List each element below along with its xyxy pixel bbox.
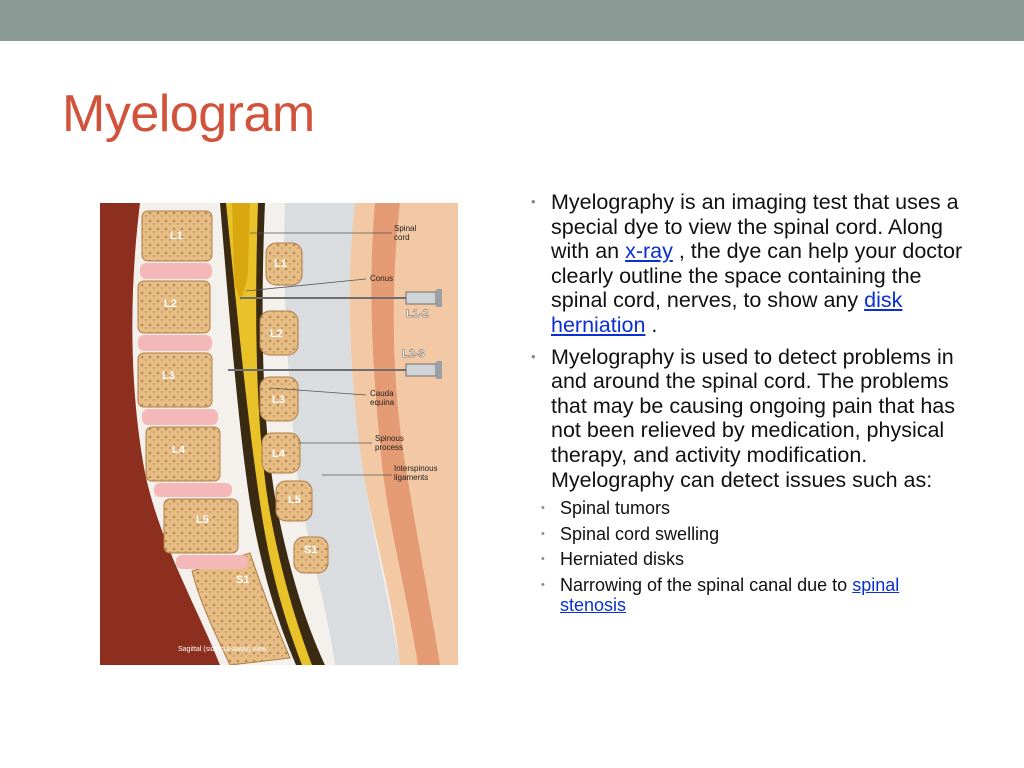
bullet-item-intro xyxy=(529,190,969,338)
slide-content xyxy=(529,190,969,623)
bullet-item-uses xyxy=(529,345,969,616)
process-label-s1: S1 xyxy=(304,544,318,556)
x-ray-link[interactable]: x-ray xyxy=(625,239,673,264)
bullet-text: Myelography is an imaging test that uses a special dye to view the spinal cord. Along with an xyxy=(551,190,959,264)
sub-bullet-list xyxy=(541,498,969,616)
sub-bullet-item xyxy=(529,498,947,519)
top-band xyxy=(0,0,1024,41)
bullet-glyph: • xyxy=(531,194,536,209)
bullet-glyph: • xyxy=(531,348,536,364)
sub-bullet-glyph: • xyxy=(541,502,545,515)
sub-bullet-text: Herniated disks xyxy=(560,549,685,570)
callout-interspinous-ligaments: Interspinous xyxy=(394,464,438,473)
vertebra-label-l5: L5 xyxy=(196,514,209,526)
bullet-text: , the dye can help your doctor clearly outline the space containing the spinal cord, nerves, to show any xyxy=(551,239,963,313)
callout-spinal-cord: Spinal xyxy=(394,224,417,233)
vertebra-label-l2: L2 xyxy=(164,298,177,310)
sub-bullet-item xyxy=(529,524,947,545)
sub-bullet-text: Spinal cord swelling xyxy=(560,523,720,544)
slide-title: Myelogram xyxy=(62,85,315,143)
callout-cauda-equina-2: equina xyxy=(370,398,395,407)
callout-spinous-process-2: process xyxy=(375,443,404,452)
bullet-list xyxy=(529,190,969,616)
process-label-l2: L2 xyxy=(270,328,283,340)
callout-spinous-process: Spinous xyxy=(375,434,404,443)
callout-interspinous-ligaments-2: ligaments xyxy=(394,473,429,482)
sub-bullet-glyph: • xyxy=(541,527,545,540)
vertebra-label-s1: S1 xyxy=(236,574,250,586)
sub-bullet-text: Spinal tumors xyxy=(560,498,671,519)
spinal-stenosis-link[interactable]: spinal stenosis xyxy=(560,574,900,616)
process-label-l3: L3 xyxy=(272,394,285,406)
needle-label-l2-3: L2-3 xyxy=(402,348,425,360)
sub-bullet-glyph: • xyxy=(541,553,545,566)
spine-myelogram-illustration xyxy=(100,203,458,665)
callout-spinal-cord-2: cord xyxy=(394,233,410,242)
sub-bullet-glyph: • xyxy=(541,578,545,591)
figure-caption: Sagittal (side cut-away) view xyxy=(178,646,267,653)
bullet-text: Myelography is used to detect problems in and around the spinal cord. The problems that may be causing ongoing pain that has not been relieved by medication, physical therapy, and activity modification. Myelography can detect issues such as: xyxy=(551,344,956,492)
callout-cauda-equina: Cauda xyxy=(370,389,394,398)
process-label-l4: L4 xyxy=(272,448,285,460)
process-label-l5: L5 xyxy=(288,494,301,506)
sub-bullet-text: Narrowing of the spinal canal due to xyxy=(560,574,853,595)
disk-herniation-link[interactable]: disk herniation xyxy=(551,288,903,337)
sub-bullet-item xyxy=(529,575,947,616)
bullet-text: . xyxy=(645,312,658,337)
vertebra-label-l1: L1 xyxy=(170,230,183,242)
vertebra-label-l4: L4 xyxy=(172,444,185,456)
callout-conus: Conus xyxy=(370,274,394,283)
sub-bullet-item xyxy=(529,549,947,570)
vertebra-label-l3: L3 xyxy=(162,370,175,382)
process-label-l1: L1 xyxy=(274,258,287,270)
needle-label-l1-2: L1-2 xyxy=(406,308,429,320)
